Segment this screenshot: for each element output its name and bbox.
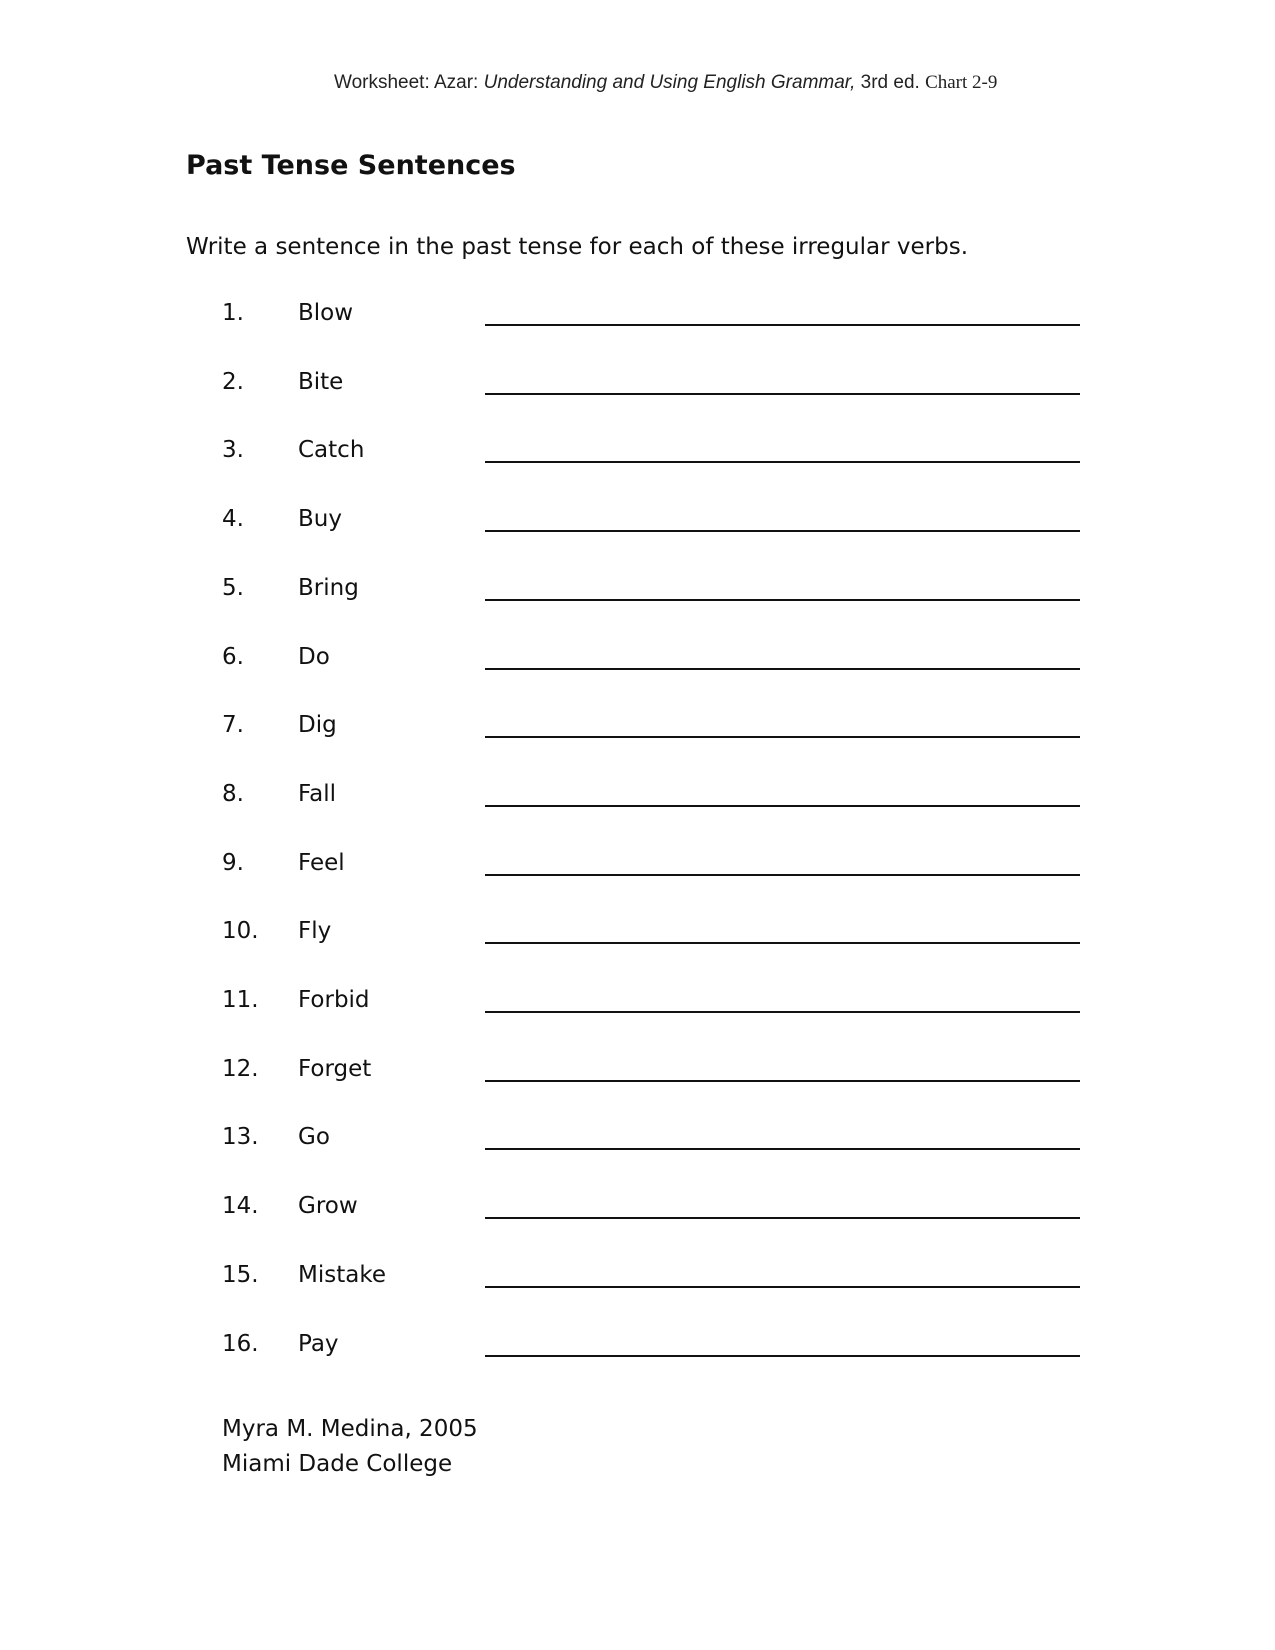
answer-line[interactable]: [485, 805, 1080, 807]
answer-line[interactable]: [485, 1011, 1080, 1013]
answer-line[interactable]: [485, 1080, 1080, 1082]
verb-label: Fly: [298, 918, 332, 944]
verb-label: Pay: [298, 1331, 339, 1357]
header-edition: 3rd ed.: [855, 72, 926, 93]
verb-label: Bite: [298, 369, 344, 395]
exercise-row: [0, 712, 1275, 752]
exercise-row: [0, 781, 1275, 821]
header-book-title: Understanding and Using English Grammar,: [483, 72, 856, 93]
page-title: Past Tense Sentences: [186, 150, 516, 181]
verb-label: Buy: [298, 506, 342, 532]
answer-line[interactable]: [485, 668, 1080, 670]
answer-line[interactable]: [485, 1286, 1080, 1288]
header-chart: Chart 2-9: [925, 72, 998, 93]
exercise-row: [0, 1262, 1275, 1302]
item-number: 7.: [222, 712, 244, 738]
item-number: 2.: [222, 369, 244, 395]
item-number: 6.: [222, 644, 244, 670]
item-number: 10.: [222, 918, 259, 944]
exercise-row: [0, 1056, 1275, 1096]
exercise-row: [0, 1193, 1275, 1233]
exercise-row: [0, 987, 1275, 1027]
item-number: 12.: [222, 1056, 259, 1082]
item-number: 15.: [222, 1262, 259, 1288]
instructions: Write a sentence in the past tense for each of these irregular verbs.: [186, 234, 968, 260]
header-prefix: Worksheet: Azar:: [334, 72, 484, 93]
exercise-row: [0, 369, 1275, 409]
verb-label: Mistake: [298, 1262, 386, 1288]
exercise-row: [0, 850, 1275, 890]
answer-line[interactable]: [485, 461, 1080, 463]
footer: [222, 1412, 478, 1482]
answer-line[interactable]: [485, 1148, 1080, 1150]
verb-label: Catch: [298, 437, 365, 463]
institution-credit: Miami Dade College: [222, 1451, 453, 1477]
verb-label: Bring: [298, 575, 359, 601]
verb-label: Grow: [298, 1193, 358, 1219]
answer-line[interactable]: [485, 942, 1080, 944]
exercise-row: [0, 1124, 1275, 1164]
exercise-row: [0, 437, 1275, 477]
exercise-row: [0, 575, 1275, 615]
author-credit: Myra M. Medina, 2005: [222, 1416, 478, 1442]
item-number: 14.: [222, 1193, 259, 1219]
worksheet-header: [0, 72, 1275, 94]
item-number: 3.: [222, 437, 244, 463]
verb-label: Forget: [298, 1056, 372, 1082]
item-number: 8.: [222, 781, 244, 807]
item-number: 5.: [222, 575, 244, 601]
item-number: 13.: [222, 1124, 259, 1150]
verb-label: Dig: [298, 712, 337, 738]
verb-label: Do: [298, 644, 330, 670]
answer-line[interactable]: [485, 1355, 1080, 1357]
answer-line[interactable]: [485, 874, 1080, 876]
exercise-row: [0, 918, 1275, 958]
answer-line[interactable]: [485, 530, 1080, 532]
item-number: 9.: [222, 850, 244, 876]
item-number: 16.: [222, 1331, 259, 1357]
verb-label: Fall: [298, 781, 336, 807]
item-number: 11.: [222, 987, 259, 1013]
item-number: 4.: [222, 506, 244, 532]
verb-label: Forbid: [298, 987, 370, 1013]
answer-line[interactable]: [485, 324, 1080, 326]
answer-line[interactable]: [485, 599, 1080, 601]
exercise-row: [0, 644, 1275, 684]
answer-line[interactable]: [485, 736, 1080, 738]
exercise-row: [0, 506, 1275, 546]
verb-label: Feel: [298, 850, 345, 876]
exercise-row: [0, 1331, 1275, 1371]
answer-line[interactable]: [485, 393, 1080, 395]
item-number: 1.: [222, 300, 244, 326]
answer-line[interactable]: [485, 1217, 1080, 1219]
verb-label: Blow: [298, 300, 354, 326]
exercise-row: [0, 300, 1275, 340]
verb-label: Go: [298, 1124, 330, 1150]
